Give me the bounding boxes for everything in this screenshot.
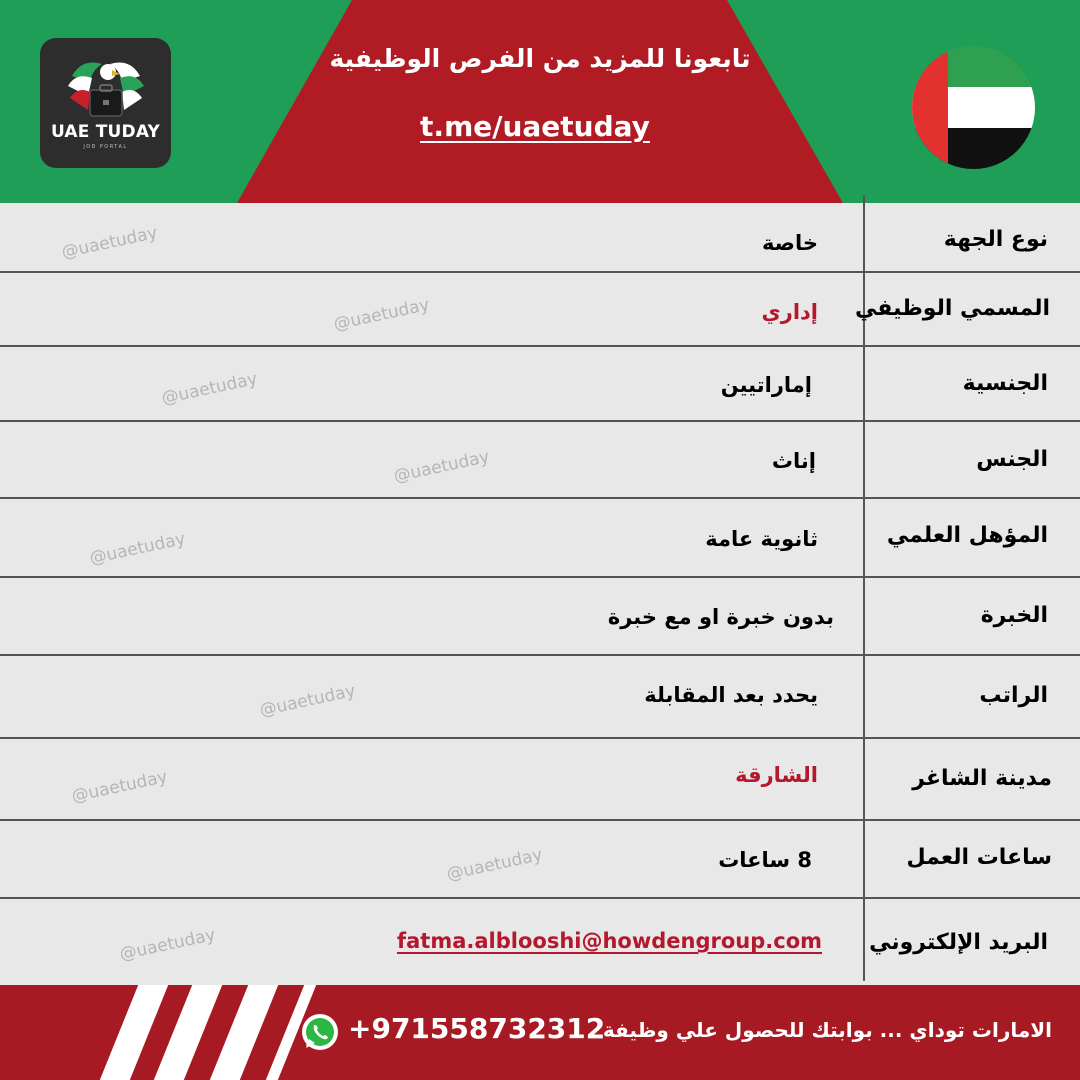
row-divider bbox=[0, 737, 1080, 739]
row-label-working-hours: ساعات العمل bbox=[906, 845, 1052, 870]
row-divider bbox=[0, 654, 1080, 656]
row-label-gender: الجنس bbox=[976, 447, 1048, 472]
row-divider bbox=[0, 576, 1080, 578]
watermark: @uaetuday bbox=[117, 924, 218, 965]
row-divider bbox=[0, 819, 1080, 821]
phone-number[interactable]: +971558732312 bbox=[348, 1012, 606, 1045]
watermark: @uaetuday bbox=[69, 766, 170, 807]
uae-flag-icon bbox=[912, 46, 1035, 169]
row-divider bbox=[0, 897, 1080, 899]
row-label-job-title: المسمي الوظيفي bbox=[855, 296, 1050, 321]
follow-text: تابعونا للمزيد من الفرص الوظيفية bbox=[329, 44, 751, 73]
logo-subtitle: JOB PORTAL bbox=[83, 144, 128, 150]
telegram-channel-link[interactable]: t.me/uaetuday bbox=[420, 110, 650, 143]
eagle-briefcase-logo-icon bbox=[62, 56, 150, 130]
row-value-experience: بدون خبرة او مع خبرة bbox=[607, 605, 834, 629]
job-details-table bbox=[0, 203, 1080, 985]
row-value-nationality: إماراتيين bbox=[720, 373, 812, 397]
row-divider bbox=[0, 271, 1080, 273]
watermark: @uaetuday bbox=[331, 294, 432, 335]
row-value-email-link[interactable]: fatma.alblooshi@howdengroup.com bbox=[396, 929, 822, 953]
watermark: @uaetuday bbox=[87, 528, 188, 569]
row-label-qualification: المؤهل العلمي bbox=[886, 523, 1048, 548]
watermark: @uaetuday bbox=[257, 680, 358, 721]
row-label-experience: الخبرة bbox=[980, 603, 1048, 628]
row-label-salary: الراتب bbox=[979, 683, 1048, 708]
watermark: @uaetuday bbox=[444, 844, 545, 885]
header-banner bbox=[0, 0, 1080, 203]
row-value-salary: يحدد بعد المقابلة bbox=[644, 683, 818, 707]
row-value-qualification: ثانوية عامة bbox=[705, 527, 818, 551]
watermark: @uaetuday bbox=[391, 446, 492, 487]
row-divider bbox=[0, 497, 1080, 499]
row-divider bbox=[0, 345, 1080, 347]
logo bbox=[40, 38, 171, 168]
row-value-city: الشارقة bbox=[735, 763, 818, 787]
row-value-entity-type: خاصة bbox=[761, 231, 818, 255]
whatsapp-icon bbox=[300, 1012, 340, 1052]
watermark: @uaetuday bbox=[159, 368, 260, 409]
row-label-city: مدينة الشاغر bbox=[912, 766, 1052, 791]
logo-title: UAE TUDAY bbox=[50, 122, 161, 142]
row-value-working-hours: 8 ساعات bbox=[718, 848, 812, 872]
watermark: @uaetuday bbox=[59, 222, 160, 263]
row-label-entity-type: نوع الجهة bbox=[943, 227, 1048, 252]
row-label-nationality: الجنسية bbox=[962, 371, 1048, 396]
row-value-job-title: إداري bbox=[761, 300, 818, 324]
row-label-email: البريد الإلكتروني bbox=[869, 930, 1048, 955]
footer-banner bbox=[0, 985, 1080, 1080]
footer-slogan: الامارات توداي ... بوابتك للحصول علي وظيفة bbox=[602, 1018, 1052, 1042]
row-value-gender: إناث bbox=[771, 449, 816, 473]
row-divider bbox=[0, 420, 1080, 422]
